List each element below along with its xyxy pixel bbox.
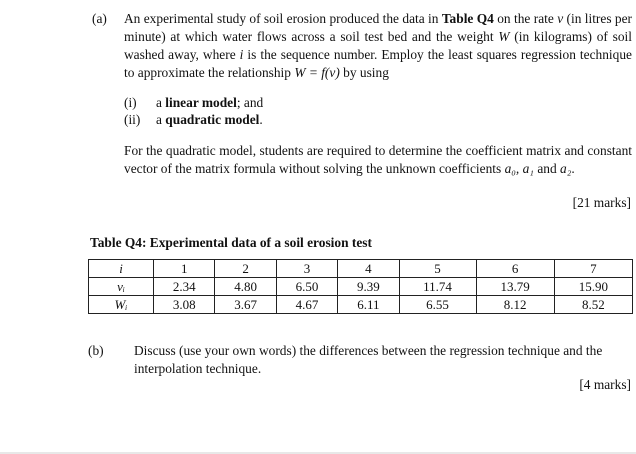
coefficients-a0-a1: a₀, a₁: [504, 161, 534, 176]
sub-item-quadratic: (ii) a quadratic model.: [124, 112, 263, 127]
table-cell: 6.11: [338, 296, 399, 314]
table-row-w: [89, 296, 633, 314]
table-cell: 2.34: [154, 278, 215, 296]
table-cell: 7: [554, 260, 632, 278]
table-cell: 4.80: [215, 278, 276, 296]
part-a-question: An experimental study of soil erosion produced the data in Table Q4 on the rate v (in litres per minute) at which water flows across a soil test bed and the weight W (in kilograms) of soil washed away, where i is the sequence number. Employ the least squares regression technique to approximate the relationship W = f(v) by using: [124, 11, 633, 80]
table-cell: 6.55: [399, 296, 476, 314]
table-cell: 13.79: [476, 278, 554, 296]
table-cell: 1: [154, 260, 215, 278]
table-cell: 6.50: [276, 278, 337, 296]
table-cell: 4: [338, 260, 399, 278]
variable-w: W: [498, 29, 510, 44]
relationship-formula: W = f(v): [294, 65, 340, 80]
table-cell: 15.90: [554, 278, 632, 296]
row-header: Wᵢ: [89, 296, 154, 314]
quadratic-instruction: For the quadratic model, students are required to determine the coefficient matrix and constant vector of the matrix formula without solving the unknown coefficients a₀, a₁ and a₂.: [124, 143, 632, 176]
table-cell: 3: [276, 260, 337, 278]
part-b-label: (b): [88, 343, 104, 358]
row-header: vᵢ: [89, 278, 154, 296]
table-row-i: [89, 260, 633, 278]
coefficient-a2: a₂: [560, 161, 572, 176]
table-cell: 3.67: [215, 296, 276, 314]
table-cell: 3.08: [154, 296, 215, 314]
table-cell: 11.74: [399, 278, 476, 296]
part-b-marks: [4 marks]: [579, 377, 631, 392]
table-cell: 9.39: [338, 278, 399, 296]
part-a-marks: [21 marks]: [572, 195, 631, 210]
table-cell: 8.12: [476, 296, 554, 314]
table-cell: 2: [215, 260, 276, 278]
variable-i: i: [239, 47, 244, 62]
table-cell: 5: [399, 260, 476, 278]
table-cell: 6: [476, 260, 554, 278]
part-a-label: (a): [92, 11, 107, 26]
table-reference: Table Q4: [441, 11, 494, 26]
table-cell: 4.67: [276, 296, 337, 314]
part-b-question: Discuss (use your own words) the differences between the regression technique and the interpolation technique.: [134, 343, 603, 376]
sub-item-linear: (i) a linear model; and: [124, 95, 264, 110]
table-title: Table Q4: Experimental data of a soil erosion test: [90, 235, 372, 250]
table-cell: 8.52: [554, 296, 632, 314]
row-header: i: [89, 260, 154, 278]
table-row-v: [89, 278, 633, 296]
data-table: [88, 259, 633, 314]
variable-v: v: [557, 11, 564, 26]
